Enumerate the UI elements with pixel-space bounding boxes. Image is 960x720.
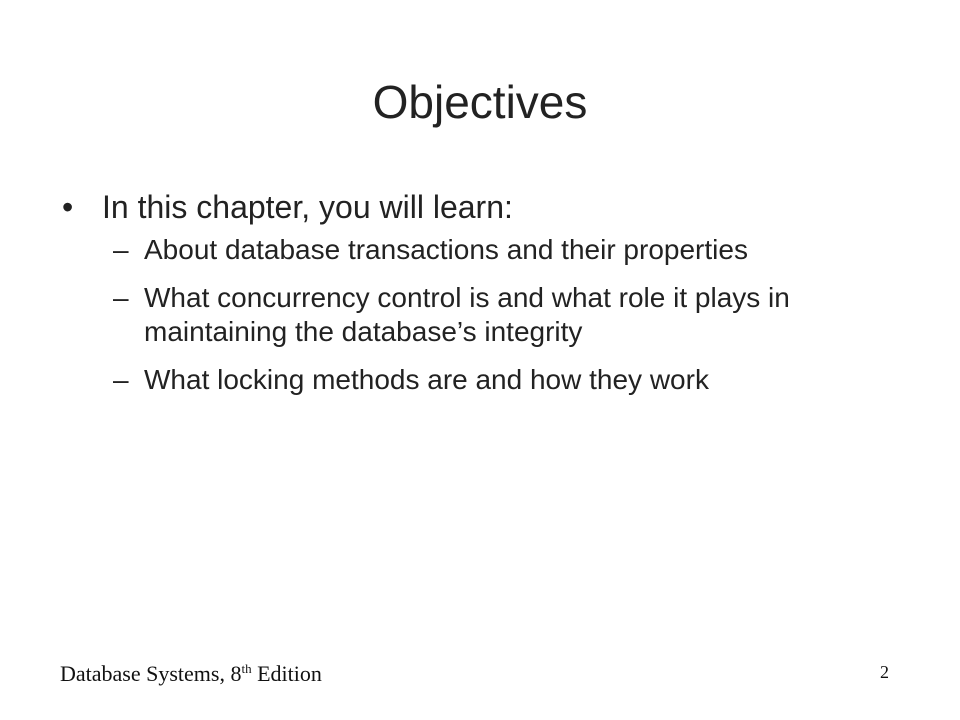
footer-book-title [60, 660, 322, 688]
dash-marker: – [113, 282, 129, 313]
slide-title: Objectives [372, 76, 588, 128]
sub-bullet-text: About database transactions and their properties [144, 234, 748, 265]
main-bullet [62, 187, 513, 227]
bullet-marker: • [62, 189, 74, 225]
page-number: 2 [880, 662, 889, 682]
sub-bullet-text: What concurrency control is and what role it plays in maintaining the database’s integrity [144, 282, 790, 347]
footer-edition-superscript: th [241, 661, 252, 676]
sub-bullet-list [113, 233, 913, 411]
dash-marker: – [113, 234, 129, 265]
sub-bullet-item [113, 281, 913, 349]
sub-bullet-text: What locking methods are and how they work [144, 364, 709, 395]
sub-bullet-item [113, 363, 913, 397]
dash-marker: – [113, 364, 129, 395]
main-bullet-text: In this chapter, you will learn: [102, 189, 513, 225]
sub-bullet-item [113, 233, 913, 267]
footer-book-prefix: Database Systems, 8 [60, 661, 242, 686]
footer-book-suffix: Edition [251, 661, 322, 686]
